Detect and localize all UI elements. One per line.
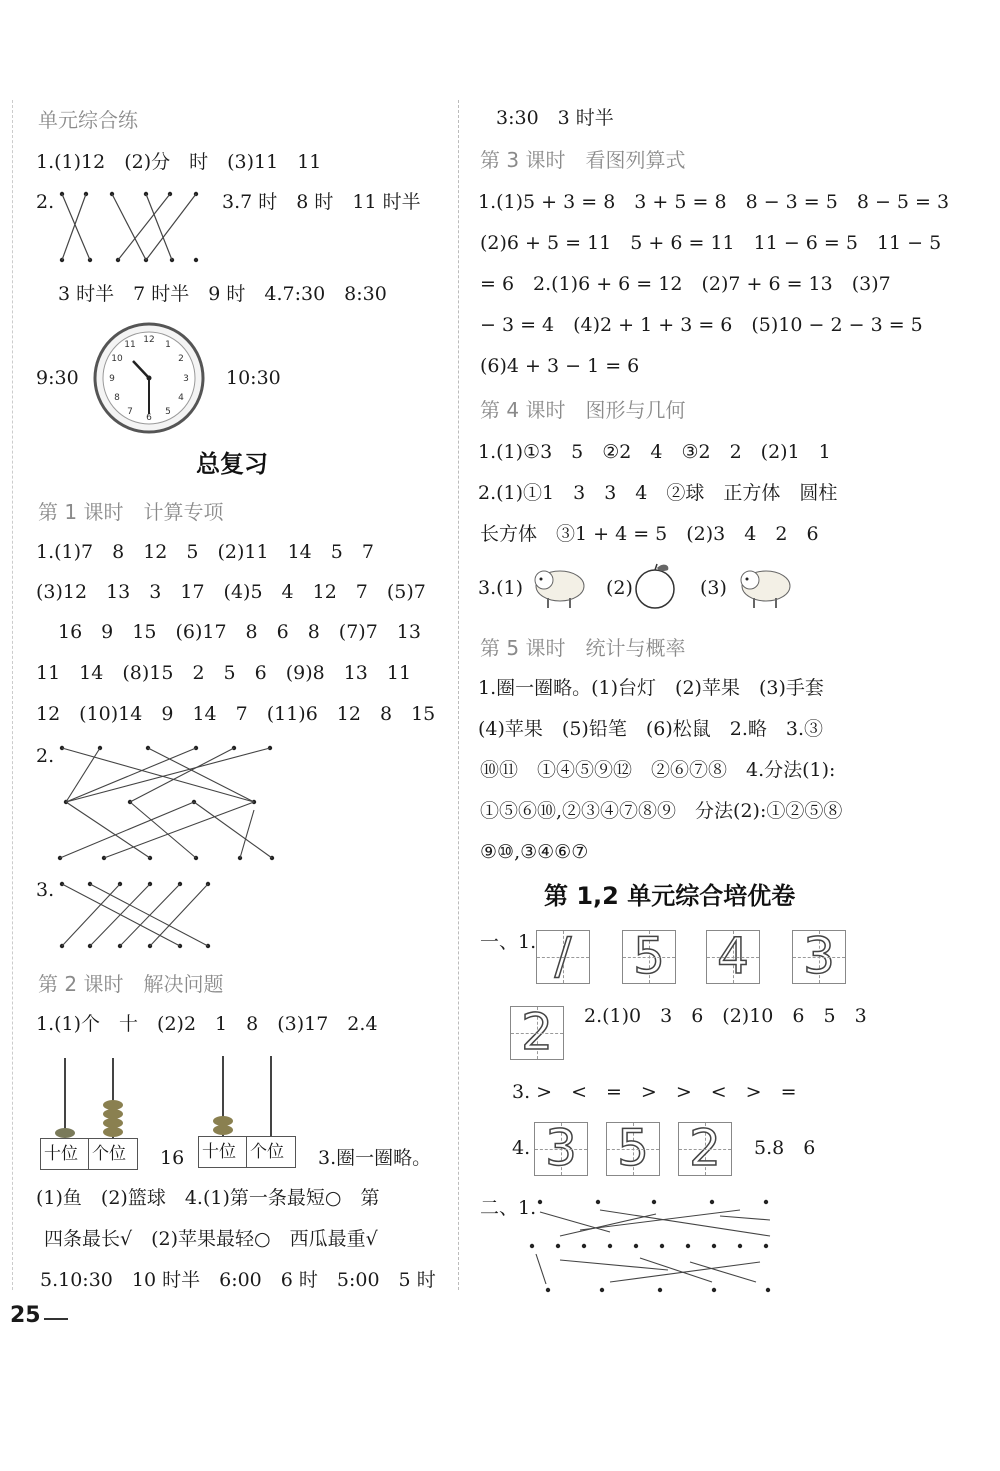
answer-line: 3.圈一圈略。 [318,1147,432,1169]
left-margin-rule [12,100,13,1290]
answer-line: 4. [512,1137,531,1159]
abacus-rod [64,1058,66,1138]
lesson-title: 第 3 课时 看图列算式 [480,148,686,172]
lesson-title: 第 5 课时 统计与概率 [480,636,686,660]
answer-line: ⑨⑩,③④⑥⑦ [480,841,589,863]
digit-glyph: 4 [717,927,749,985]
answer-line: (2)6 + 5 = 11 5 + 6 = 11 11 − 6 = 5 11 − 5 [480,232,942,254]
answer-line: 2.(1)0 3 6 (2)10 6 5 3 [584,1005,867,1027]
svg-text:6: 6 [146,413,152,423]
review-title: 总复习 [196,450,268,478]
answer-line: 二、1. [480,1197,537,1219]
answer-line: 长方体 ③1 + 4 = 5 (2)3 4 2 6 [480,523,819,545]
abacus-tens-label: 十位 [202,1142,236,1162]
answer-line: 11 14 (8)15 2 5 6 (9)8 13 11 [36,662,412,684]
answer-line: 四条最长√ (2)苹果最轻○ 西瓜最重√ [44,1228,378,1250]
digit-glyph: 5 [617,1119,649,1177]
answer-line: 1.(1)12 (2)分 时 (3)11 11 [36,151,322,173]
answer-line: (3) [700,577,727,599]
abacus-bead [55,1128,75,1138]
answer-line: 1.(1)7 8 12 5 (2)11 14 5 7 [36,541,374,563]
answer-line: 3. > < = > > < > = [512,1081,797,1103]
svg-text:2: 2 [178,354,184,364]
abacus-bead [103,1127,123,1137]
svg-text:1: 1 [165,340,171,350]
answer-line: 2. [36,745,55,767]
abacus-tens-label: 十位 [44,1144,78,1164]
digit-glyph: 3 [545,1119,577,1177]
answer-line: 1.(1)5 + 3 = 8 3 + 5 = 8 8 − 3 = 5 8 − 5 = 3 [478,191,950,213]
svg-text:4: 4 [178,393,184,403]
digit-grid [792,927,846,985]
svg-text:5: 5 [165,407,171,417]
abacus-value: 16 [160,1147,185,1169]
answer-line: (3)12 13 3 17 (4)5 4 12 7 (5)7 [36,581,426,603]
svg-text:11: 11 [124,340,136,350]
answer-line: ⑩⑪ ①④⑤⑨⑫ ②⑥⑦⑧ 4.分法(1): [480,759,836,781]
digit-glyph: 5 [633,927,665,985]
digit-glyph: 2 [521,1003,553,1061]
sheep-icon [530,562,588,610]
answer-line: 12 (10)14 9 14 7 (11)6 12 8 15 [36,703,436,725]
digit-glyph: 3 [803,927,835,985]
digit-glyph: 2 [689,1119,721,1177]
answer-line: 2. [36,191,55,213]
digit-grid [706,927,760,985]
answer-line: 5.10:30 10 时半 6:00 6 时 5:00 5 时 [40,1269,436,1291]
answer-line: 2.(1)①1 3 3 4 ②球 正方体 圆柱 [478,482,838,504]
answer-line: (6)4 + 3 − 1 = 6 [480,355,640,377]
exam-title: 第 1,2 单元综合培优卷 [544,882,796,910]
answer-line: 16 9 15 (6)17 8 6 8 (7)7 13 [58,621,421,643]
column-divider [458,100,459,1290]
digit-grid [534,1119,588,1177]
answer-line: = 6 2.(1)6 + 6 = 12 (2)7 + 6 = 13 (3)7 [480,273,891,295]
answer-line: (2) [606,577,633,599]
answer-line: ①⑤⑥⑩,②③④⑦⑧⑨ 分法(2):①②⑤⑧ [480,800,843,822]
digit-grid [606,1119,660,1177]
sheep-icon [736,562,794,610]
unit-title: 单元综合练 [38,108,138,132]
abacus-split [246,1137,247,1167]
answer-line: 3. [36,879,55,901]
answer-line: 5.8 6 [754,1137,816,1159]
svg-text:9: 9 [109,374,115,384]
answer-line: 1.(1)个 十 (2)2 1 8 (3)17 2.4 [36,1013,378,1035]
answer-line: 3 时半 7 时半 9 时 4.7:30 8:30 [58,283,387,305]
svg-text:8: 8 [114,393,120,403]
answer-line: 3.(1) [478,577,524,599]
answer-line: − 3 = 4 (4)2 + 1 + 3 = 6 (5)10 − 2 − 3 = 5 [480,314,923,336]
answer-line: 3.7 时 8 时 11 时半 [222,191,421,213]
lesson-title: 第 1 课时 计算专项 [38,500,224,524]
lesson-title: 第 4 课时 图形与几何 [480,398,686,422]
abacus-rod [270,1056,272,1136]
answer-line: 一、1. [480,931,537,953]
abacus-bead [213,1125,233,1135]
digit-glyph: / [554,927,572,985]
answer-line: 1.圈一圈略。(1)台灯 (2)苹果 (3)手套 [478,677,824,699]
svg-text:7: 7 [127,407,133,417]
time-label: 10:30 [226,367,281,389]
answer-line: 3:30 3 时半 [496,107,614,129]
svg-text:3: 3 [183,374,189,384]
digit-grid [536,927,590,985]
digit-grid [510,1003,564,1061]
svg-text:10: 10 [111,354,123,364]
abacus-ones-label: 个位 [250,1142,284,1162]
answer-line: (4)苹果 (5)铅笔 (6)松鼠 2.略 3.③ [478,718,823,740]
abacus-ones-label: 个位 [92,1144,126,1164]
page-number-value: 25 [10,1303,41,1328]
svg-text:12: 12 [143,335,155,345]
answer-line: (1)鱼 (2)篮球 4.(1)第一条最短○ 第 [36,1187,380,1209]
answer-line: 1.(1)①3 5 ②2 4 ③2 2 (2)1 1 [478,441,831,463]
page-number [10,1304,41,1328]
digit-grid [622,927,676,985]
time-label: 9:30 [36,367,79,389]
page-number-dash [44,1318,68,1320]
lesson-title: 第 2 课时 解决问题 [38,972,224,996]
clock-icon [92,320,212,440]
abacus-split [88,1139,89,1169]
apple-icon [630,560,680,610]
digit-grid [678,1119,732,1177]
